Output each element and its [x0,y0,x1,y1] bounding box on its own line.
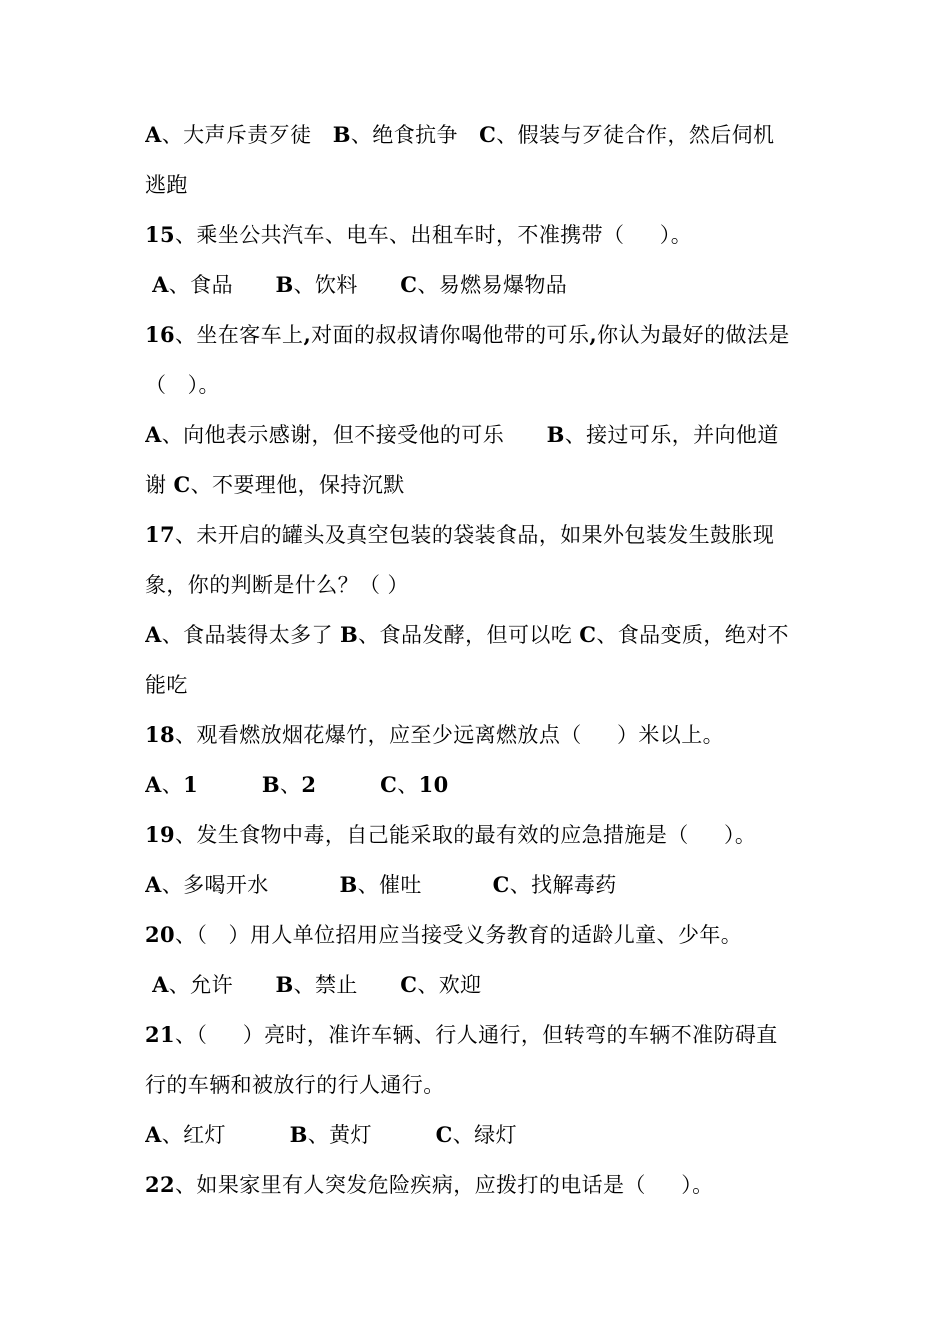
question-20: 20、（ ）用人单位招用应当接受义务教育的适龄儿童、少年。 [145,922,743,947]
options-q20: A、允许 B、禁止 C、欢迎 [152,972,482,997]
options-q14-continued: 逃跑 [145,173,188,197]
options-q21: A、红灯 B、黄灯 C、绿灯 [145,1122,517,1147]
options-q19: A、多喝开水 B、催吐 C、找解毒药 [145,872,617,897]
options-q17-continued: 能吃 [145,673,188,697]
question-17-continued: 象，你的判断是什么？（ ） [145,573,409,597]
question-18: 18、观看燃放烟花爆竹，应至少远离燃放点（ ）米以上。 [145,722,725,747]
question-19: 19、发生食物中毒，自己能采取的最有效的应急措施是（ ）。 [145,822,757,847]
options-q15: A、食品 B、饮料 C、易燃易爆物品 [152,272,568,297]
options-q17: A、食品装得太多了 B、食品发酵，但可以吃 C、食品变质，绝对不 [145,622,789,647]
options-q18: A、1 B、2 C、10 [145,772,449,797]
question-21-continued: 行的车辆和被放行的行人通行。 [145,1073,445,1097]
question-15: 15、乘坐公共汽车、电车、出租车时，不准携带（ ）。 [145,222,693,247]
options-q16-continued: 谢 C、不要理他，保持沉默 [145,472,405,497]
options-q16: A、向他表示感谢，但不接受他的可乐 B、接过可乐，并向他道 [145,422,779,447]
options-q14: A、大声斥责歹徒 B、绝食抗争 C、假装与歹徒合作，然后伺机 [145,122,775,147]
question-22: 22、如果家里有人突发危险疾病，应拨打的电话是（ ）。 [145,1172,714,1197]
question-16-continued: （ ）。 [145,373,220,397]
question-21: 21、（ ）亮时，准许车辆、行人通行，但转弯的车辆不准防碍直 [145,1022,778,1047]
question-17: 17、未开启的罐头及真空包装的袋装食品，如果外包装发生鼓胀现 [145,522,775,547]
question-list [145,110,815,1210]
question-16: 16、坐在客车上,对面的叔叔请你喝他带的可乐,你认为最好的做法是 [145,322,790,347]
